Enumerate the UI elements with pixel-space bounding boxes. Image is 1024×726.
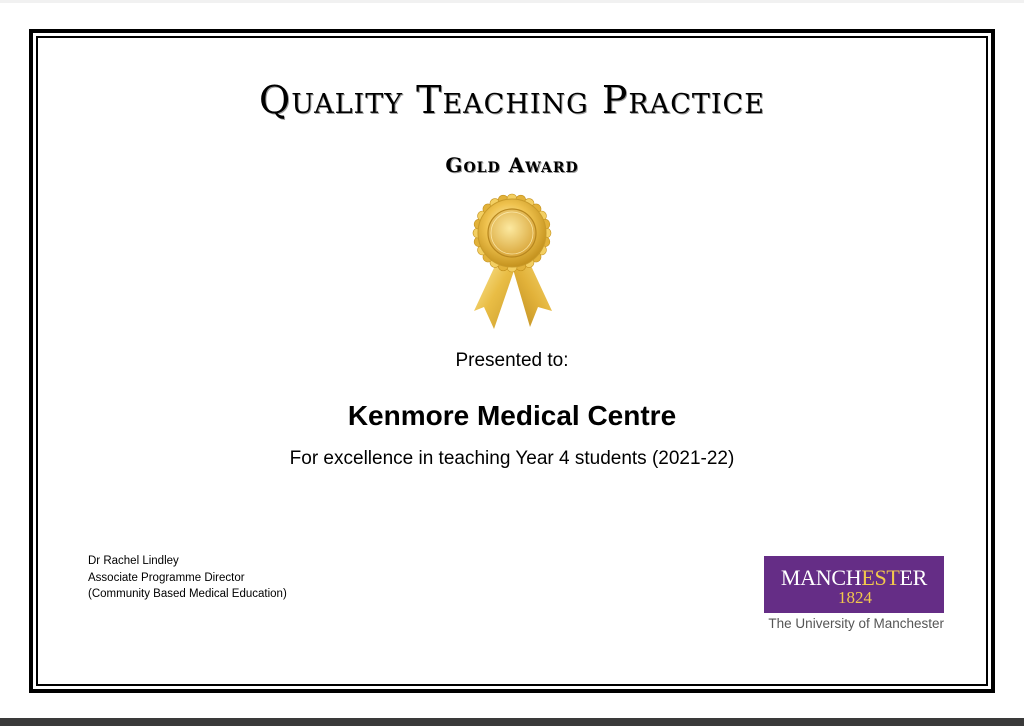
logo-year: 1824: [838, 588, 872, 607]
top-edge: [0, 0, 1024, 3]
signatory-name: Dr Rachel Lindley: [88, 555, 179, 567]
presented-to-label: Presented to:: [455, 350, 569, 371]
award-reason: For excellence in teaching Year 4 students (2021-22): [289, 448, 735, 469]
university-logo: [764, 556, 944, 613]
recipient-name: Kenmore Medical Centre: [347, 400, 677, 431]
logo-wordmark-part3: ER: [899, 565, 928, 590]
university-caption: The University of Manchester: [768, 616, 944, 631]
signatory-department: (Community Based Medical Education): [88, 588, 287, 600]
signatory-block: [88, 553, 287, 603]
logo-wordmark-accent: EST: [861, 565, 900, 590]
award-level: Gold Award: [445, 153, 579, 177]
signatory-role: Associate Programme Director: [88, 571, 245, 584]
bottom-edge: [0, 718, 1024, 726]
gold-rosette-icon: [466, 193, 558, 335]
logo-wordmark-part1: MANCH: [780, 565, 862, 590]
certificate-title: Quality Teaching Practice: [259, 78, 765, 122]
